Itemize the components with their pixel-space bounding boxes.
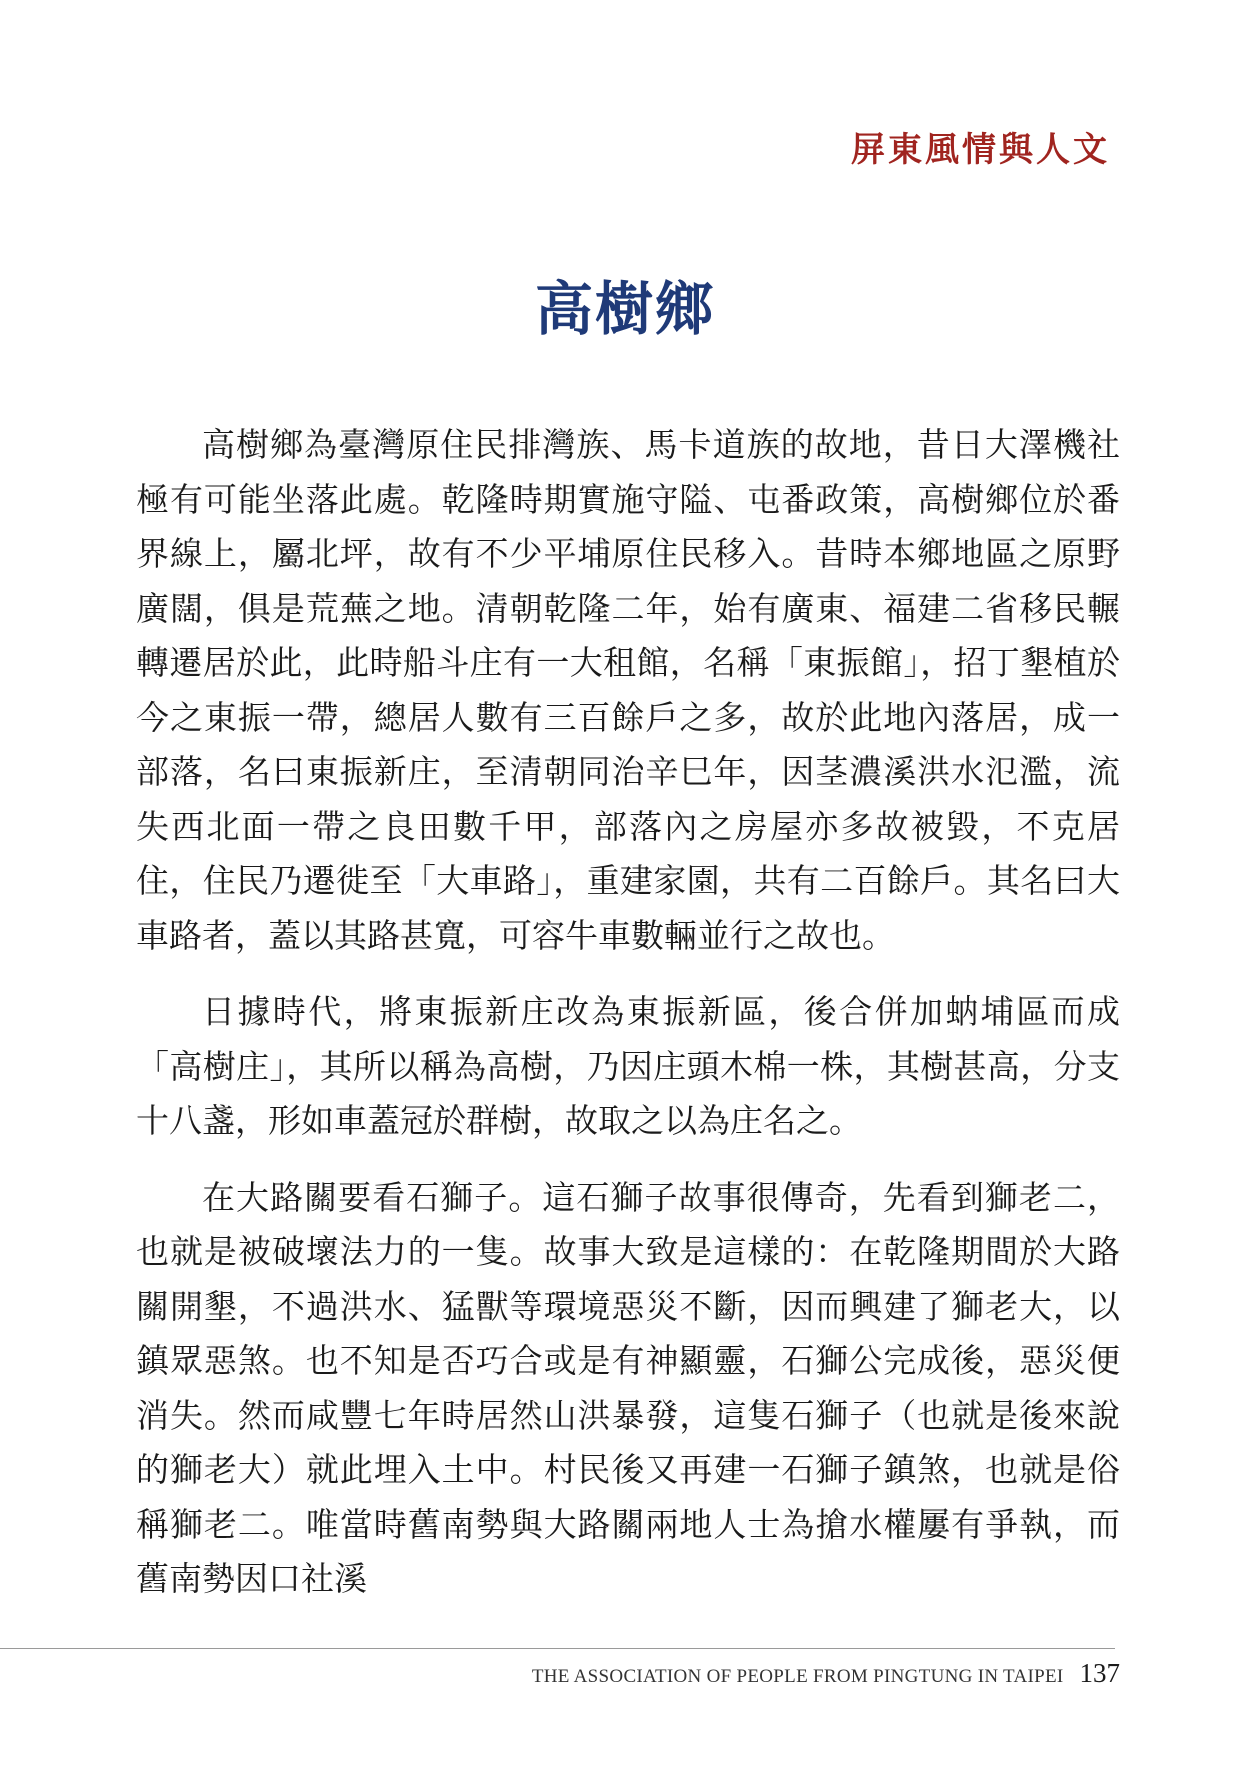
paragraph-3: 在大路關要看石獅子。這石獅子故事很傳奇，先看到獅老二，也就是被破壞法力的一隻。故事大致是這樣的：在乾隆期間於大路關開墾，不過洪水、猛獸等環境惡災不斷，因而興建了獅老大，以鎮眾惡煞。也不知是否巧合或是有神顯靈，石獅公完成後，惡災便消失。然而咸豐七年時居然山洪暴發，這隻石獅子（也就是後來說的獅老大）就此埋入土中。村民後又再建一石獅子鎮煞，也就是俗稱獅老二。唯當時舊南勢與大路關兩地人士為搶水權屢有爭執，而舊南勢因口社溪 [136, 1177, 1120, 1598]
footer-association-name: THE ASSOCIATION OF PEOPLE FROM PINGTUNG IN TAIPEI [531, 1666, 1064, 1687]
book-title-header: 屏東風情與人文 [851, 130, 1110, 170]
footer-divider [0, 1648, 1115, 1649]
paragraph-1: 高樹鄉為臺灣原住民排灣族、馬卡道族的故地，昔日大澤機社極有可能坐落此處。乾隆時期實施守隘、屯番政策，高樹鄉位於番界線上，屬北坪，故有不少平埔原住民移入。昔時本鄉地區之原野廣闊，俱是荒蕪之地。清朝乾隆二年，始有廣東、福建二省移民輾轉遷居於此，此時船斗庄有一大租館，名稱「東振館」，招丁墾植於今之東振一帶，總居人數有三百餘戶之多，故於此地內落居，成一部落，名曰東振新庄，至清朝同治辛巳年，因茎濃溪洪水氾濫，流失西北面一帶之良田數千甲，部落內之房屋亦多故被毀，不克居住，住民乃遷徙至「大車路」，重建家園，共有二百餘戶。其名曰大車路者，蓋以其路甚寬，可容牛車數輛並行之故也。 [136, 425, 1120, 955]
article-body [136, 418, 1120, 1629]
paragraph-2: 日據時代，將東振新庄改為東振新區，後合併加蚋埔區而成「高樹庄」，其所以稱為高樹，乃因庄頭木棉一株，其樹甚高，分支十八盞，形如車蓋冠於群樹，故取之以為庄名之。 [136, 992, 1120, 1140]
page-footer [532, 1658, 1120, 1689]
page-number: 137 [1079, 1658, 1120, 1688]
page-title: 高樹鄉 [534, 275, 715, 343]
